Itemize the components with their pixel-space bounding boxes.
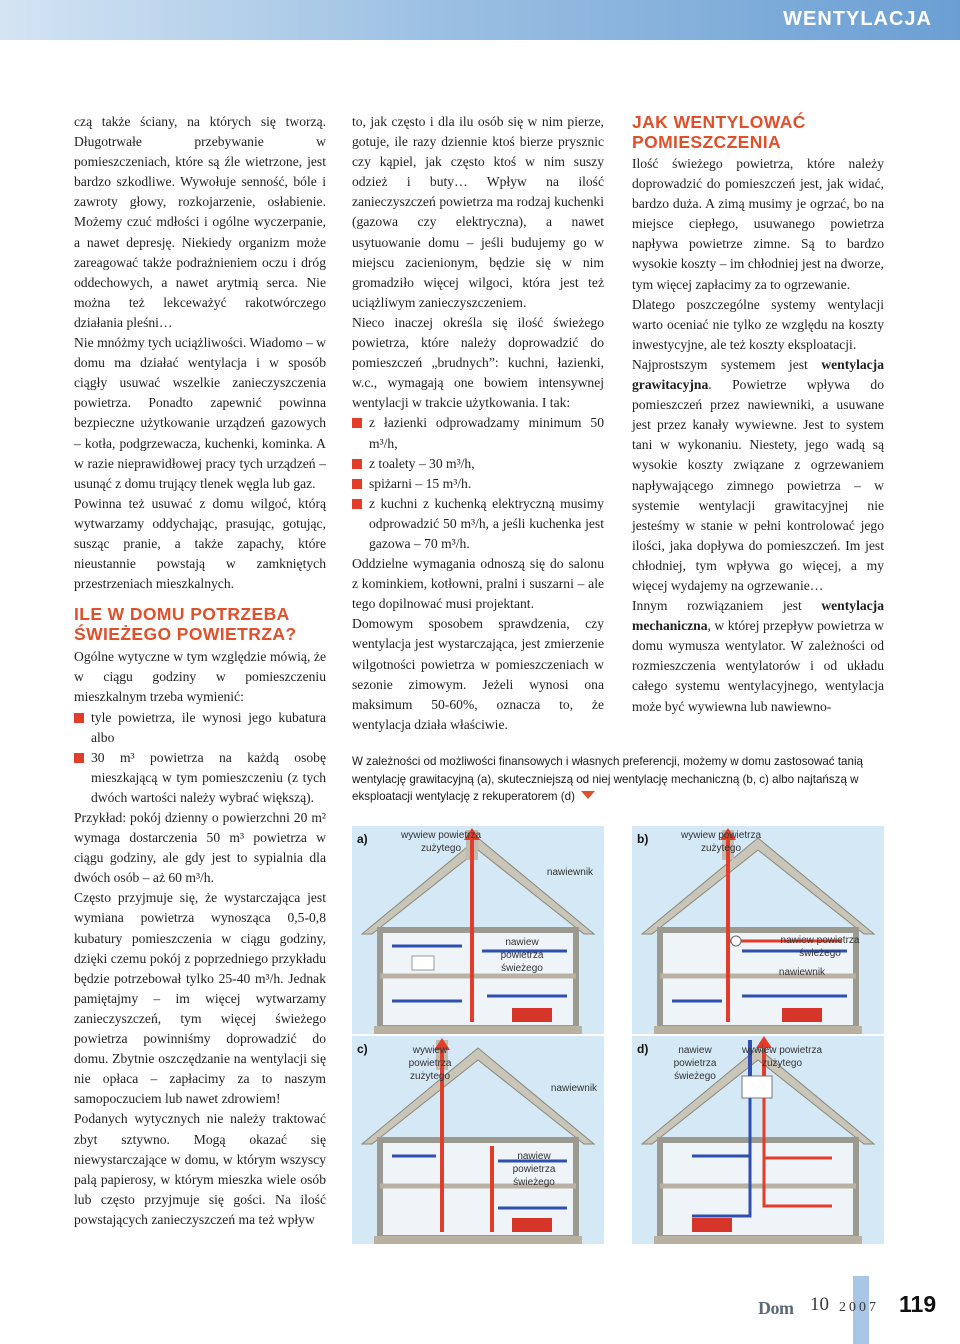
annotation: nawiew powietrza świeżego <box>500 937 544 974</box>
house-diagram-c <box>352 1036 604 1244</box>
annotation: wywiew powietrza zużytego <box>400 830 482 854</box>
paragraph: Innym rozwiązaniem jest wentylacja mechaniczna, w której przepływ powietrza w domu wymusza wentylator. W zależności od rozmieszczenia wentylatorów i od układu całego systemu wentylacyjnego, wentylacja może być wywiewna lub nawiewno- <box>632 598 884 714</box>
column-3 <box>632 112 884 717</box>
section-label: WENTYLACJA <box>783 8 932 30</box>
diagram-panel-c <box>352 1036 604 1244</box>
bullet-list <box>352 413 604 554</box>
list-item: 30 m³ powietrza na każdą osobę mieszkającą w tym pomieszczeniu (z tych dwóch wartości należy wybrać większą). <box>74 748 326 808</box>
bullet-square-icon <box>352 459 362 469</box>
paragraph: Przykład: pokój dzienny o powierzchni 20 m² wymaga dostarczenia 50 m³ powietrza w ciągu godziny, ale gdy jest to sypialnia dla dwóch osób – aż 60 m³/h. <box>74 810 326 886</box>
page-number: 119 <box>899 1291 937 1317</box>
annotation: nawiewnik <box>550 1083 598 1094</box>
issue-number: 10 <box>810 1294 829 1315</box>
annotation: wywiew powietrza zużytego <box>408 1045 452 1082</box>
paragraph: Ogólne wytyczne w tym względzie mówią, że w ciągu godziny w pomieszczeniu mieszkalnym trzeba wymienić: <box>74 649 326 705</box>
diagram-panel-d <box>632 1036 884 1244</box>
bullet-square-icon <box>352 499 362 509</box>
annotation: nawiew powietrza świeżego <box>780 935 860 959</box>
bullet-square-icon <box>352 418 362 428</box>
list-item: z toalety – 30 m³/h, <box>352 454 604 474</box>
list-item: z łazienki odprowadzamy minimum 50 m³/h, <box>352 413 604 453</box>
house-diagram-a <box>352 826 604 1034</box>
house-diagram-b <box>632 826 884 1034</box>
term-gravity-ventilation: wentylacja grawitacyjna <box>632 356 884 393</box>
paragraph: Najprostszym systemem jest wentylacja grawitacyjna. Powietrze wpływa do pomieszczeń przez nawiewniki, a usuwane jest przez kanały wywiewne. Jest to system tani w wykonaniu. Niestety, jego wadą są wysokie koszty związane z ogrzewaniem napływającego zimnego powietrza – w systemie wentylacji grawitacyjnej nie jesteśmy w stanie w pełni kontrolować jego ilości, jaka dopływa do pomieszczeń. Im jest chłodniej, tym wpływa go więcej, a my więcej wydajemy na ogrzewanie… <box>632 356 884 593</box>
section-heading: JAK WENTYLOWAĆ POMIESZCZENIA <box>632 112 806 152</box>
list-item: z kuchni z kuchenką elektryczną musimy odprowadzić 50 m³/h, a jeśli kuchenka jest gazowa – 70 m³/h. <box>352 494 604 554</box>
paragraph: Oddzielne wymagania odnoszą się do salonu z kominkiem, kotłowni, pralni i suszarni – ale tego dopilnować musi projektant. <box>352 556 604 612</box>
triangle-down-icon <box>581 791 595 799</box>
bullet-square-icon <box>74 713 84 723</box>
paragraph: czą także ściany, na których się tworzą. Długotrwałe przebywanie w pomieszczeniach, które są źle wietrzone, jest bardzo szkodliwe. Wywołuje senność, bóle i zawroty głowy, rozkojarzenie, osłabienie. Możemy czuć mdłości i ogólne wyczerpanie, a nawet depresję. Niekiedy organizm może zareagować także podrażnieniem oczu i dróg oddechowych, a nawet arytmią serca. Nie można też lekceważyć rakotwórczego działania pleśni… <box>74 114 326 330</box>
annotation: wywiew powietrza zużytego <box>741 1045 823 1069</box>
panel-label: b) <box>637 832 649 846</box>
paragraph: Ilość świeżego powietrza, które należy doprowadzić do pomieszczeń jest, jak widać, bardzo duża. A zimą musimy je ogrzać, bo na miejsce ciepłego, usuwanego powietrza napływa powietrze zimne. Są to bardzo wysokie koszty – im chłodniej jest na dworze, tym więcej zapłacimy za to ogrzewanie. <box>632 156 884 292</box>
issue-year: 2007 <box>839 1300 879 1315</box>
bullet-square-icon <box>352 479 362 489</box>
paragraph: Dlatego poszczególne systemy wentylacji warto oceniać nie tylko ze względu na koszty inwestycyjne, ale też koszty eksploatacji. <box>632 296 884 352</box>
annotation: nawiewnik <box>778 967 826 978</box>
column-2 <box>352 112 604 735</box>
figure-caption: W zależności od możliwości finansowych i własnych preferencji, możemy w domu zastosować tanią wentylację grawitacyjną (a), skuteczniejszą od niej wentylację mechaniczną (b, c) albo najtańszą w eksploatacji wentylację z rekuperatorem (d) <box>352 755 863 803</box>
header-bar <box>0 0 960 40</box>
section-heading: ILE W DOMU POTRZEBA ŚWIEŻEGO POWIETRZA? <box>74 604 297 645</box>
paragraph: to, jak często i dla ilu osób się w nim pierze, gotuje, ile razy dziennie ktoś bierze prysznic czy kąpiel, jak często ktoś w nim suszy odzież i buty… Wpływ na ilość zanieczyszczeń powietrza ma rodzaj kuchenki (gazowa czy elektryczna), a nawet usytuowanie domu – jeśli budujemy go w miejscu zacienionym, będzie się w nim gromadziło więcej wilgoci, która jest też uciążliwym zanieczyszczeniem. <box>352 114 604 310</box>
paragraph: Podanych wytycznych nie należy traktować zbyt sztywno. Mogą okazać się niewystarczające w domu, w którym wszyscy palą papierosy, w którym mieszka wiele osób lub często przyjmuje się gości. Na ilość powstających zanieczyszczeń ma też wpływ <box>74 1111 326 1227</box>
bullet-list <box>74 708 326 808</box>
diagram-panel-a <box>352 826 604 1034</box>
annotation: nawiew powietrza świeżego <box>512 1151 556 1188</box>
bullet-square-icon <box>74 753 84 763</box>
paragraph: Nie mnóżmy tych uciążliwości. Wiadomo – w domu ma działać wentylacja i w sposób ciągły usuwać wszelkie zanieczyszczenia powietrza. Ponadto zapewnić powinna bezpieczne użytkowanie urządzeń gazowych – kotła, podgrzewacza, kuchenki, kominka. A w razie nieprawidłowej pracy tych urządzeń – usunąć z domu trujący tlenek węgla lub gaz. <box>74 335 326 491</box>
magazine-logo: Dom <box>758 1298 794 1318</box>
panel-label: a) <box>357 832 368 846</box>
paragraph: Powinna też usuwać z domu wilgoć, którą wytwarzamy oddychając, prasując, gotując, susząc pranie, a także zapachy, które nieustannie powstają w zamkniętych przestrzeniach mieszkalnych. <box>74 495 326 592</box>
list-item: spiżarni – 15 m³/h. <box>352 474 604 494</box>
paragraph: Często przyjmuje się, że wystarczająca jest wymiana powietrza wynosząca 0,5-0,8 kubatury pomieszczenia w ciągu godziny, dzięki czemu pokój z poprzedniego przykładu będzie potrzebował tylko 25-40 m³/h. Jednak pamiętajmy – im więcej wytwarzamy zanieczyszczeń, tym więcej świeżego powietrza powinniśmy doprowadzić do domu. Zbytnie oszczędzanie na wentylacji się nie opłaca – zapłacimy za to naszym samopoczuciem lub nawet zdrowiem! <box>74 890 326 1107</box>
term-mechanical-ventilation: wentylacja mechaniczna <box>632 598 884 634</box>
annotation: nawiew powietrza świeżego <box>673 1045 717 1082</box>
column-1 <box>74 112 326 1230</box>
panel-label: d) <box>637 1042 649 1056</box>
list-item: tyle powietrza, ile wynosi jego kubatura albo <box>74 708 326 748</box>
diagram-panel-b <box>632 826 884 1034</box>
paragraph: Nieco inaczej określa się ilość świeżego powietrza, które należy doprowadzić do pomieszczeń „brudnych”: kuchni, łazienki, w.c., wymagają one bowiem intensywnej wentylacji w trakcie użytkowania. I tak: <box>352 314 604 411</box>
panel-label: c) <box>357 1042 368 1056</box>
annotation: wywiew powietrza zużytego <box>680 830 762 854</box>
paragraph: Domowym sposobem sprawdzenia, czy wentylacja jest wystarczająca, jest zmierzenie wilgotności powietrza w pomieszczeniach w sezonie zimowym. Jeżeli wynosi ona maksimum 50-60%, oznacza to, że wentylacja działa właściwie. <box>352 616 604 732</box>
annotation: nawiewnik <box>546 867 594 878</box>
